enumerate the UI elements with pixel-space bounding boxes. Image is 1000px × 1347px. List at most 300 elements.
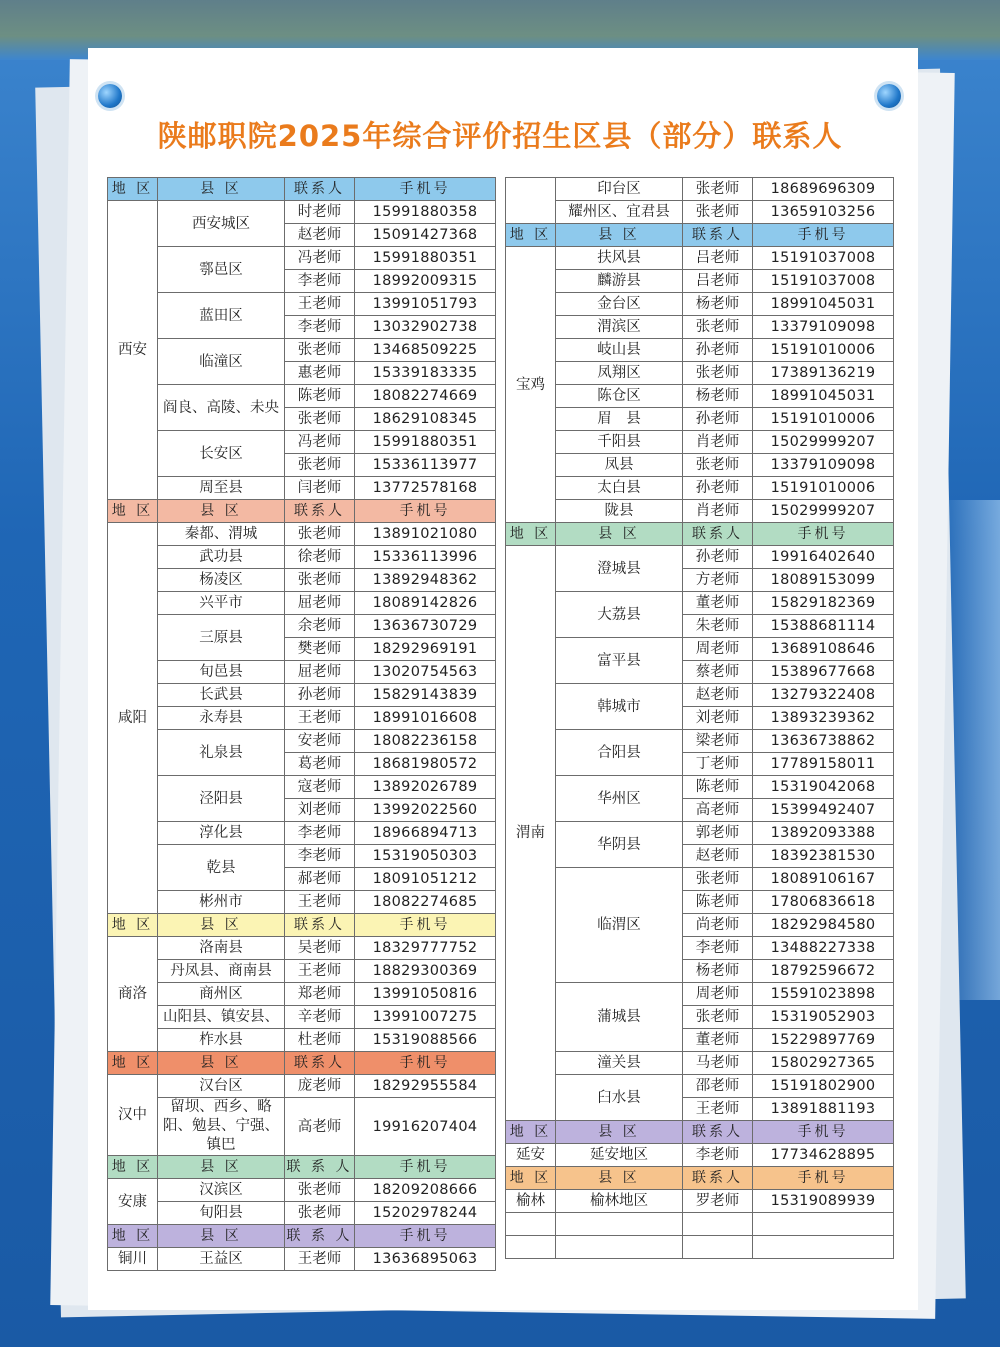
table-row bbox=[506, 247, 894, 270]
county-cell: 韩城市 bbox=[556, 684, 683, 730]
contact-cell: 董老师 bbox=[683, 1029, 753, 1052]
contact-cell: 闫老师 bbox=[285, 477, 355, 500]
header-county: 县 区 bbox=[158, 914, 285, 937]
contact-cell: 葛老师 bbox=[285, 753, 355, 776]
phone-cell: 13689108646 bbox=[753, 638, 894, 661]
contact-cell: 张老师 bbox=[285, 454, 355, 477]
contact-cell: 高老师 bbox=[683, 799, 753, 822]
phone-cell: 15991880358 bbox=[355, 201, 496, 224]
header-county: 县 区 bbox=[158, 500, 285, 523]
table-row bbox=[108, 247, 496, 270]
contact-cell: 庞老师 bbox=[285, 1075, 355, 1098]
table-header-row bbox=[506, 1167, 894, 1190]
phone-cell: 18629108345 bbox=[355, 408, 496, 431]
county-cell: 延安地区 bbox=[556, 1144, 683, 1167]
region-cell: 汉中 bbox=[108, 1075, 158, 1156]
header-contact: 联系人 bbox=[285, 1052, 355, 1075]
contact-cell: 屈老师 bbox=[285, 661, 355, 684]
county-cell: 合阳县 bbox=[556, 730, 683, 776]
phone-cell: 18292955584 bbox=[355, 1075, 496, 1098]
phone-cell: 15336113977 bbox=[355, 454, 496, 477]
header-phone: 手机号 bbox=[355, 500, 496, 523]
phone-cell: 15191010006 bbox=[753, 339, 894, 362]
county-cell: 鄠邑区 bbox=[158, 247, 285, 293]
phone-cell: 15191010006 bbox=[753, 477, 894, 500]
contact-cell: 寇老师 bbox=[285, 776, 355, 799]
region-cell: 西安 bbox=[108, 201, 158, 500]
header-contact: 联 系 人 bbox=[285, 1225, 355, 1248]
contact-cell: 丁老师 bbox=[683, 753, 753, 776]
county-cell: 榆林地区 bbox=[556, 1190, 683, 1213]
county-cell: 礼泉县 bbox=[158, 730, 285, 776]
county-cell: 陈仓区 bbox=[556, 385, 683, 408]
table-row bbox=[108, 477, 496, 500]
contact-cell: 张老师 bbox=[683, 454, 753, 477]
empty-row bbox=[506, 1213, 894, 1236]
table-row bbox=[506, 684, 894, 707]
table-header-row bbox=[506, 1121, 894, 1144]
phone-cell: 19916207404 bbox=[355, 1098, 496, 1156]
phone-cell: 15991880351 bbox=[355, 431, 496, 454]
table-row bbox=[506, 730, 894, 753]
header-region: 地 区 bbox=[506, 1167, 556, 1190]
phone-cell: 15319089939 bbox=[753, 1190, 894, 1213]
table-header-row bbox=[506, 224, 894, 247]
table-row bbox=[108, 1098, 496, 1156]
county-cell: 汉滨区 bbox=[158, 1179, 285, 1202]
phone-cell: 15991880351 bbox=[355, 247, 496, 270]
contact-cell: 肖老师 bbox=[683, 500, 753, 523]
contact-cell: 杨老师 bbox=[683, 960, 753, 983]
contact-cell: 时老师 bbox=[285, 201, 355, 224]
contact-cell: 孙老师 bbox=[683, 408, 753, 431]
contact-cell: 张老师 bbox=[285, 1179, 355, 1202]
phone-cell: 13379109098 bbox=[753, 454, 894, 477]
phone-cell: 13991007275 bbox=[355, 1006, 496, 1029]
table-row bbox=[108, 707, 496, 730]
county-cell: 杨凌区 bbox=[158, 569, 285, 592]
contact-cell: 王老师 bbox=[285, 293, 355, 316]
header-phone: 手机号 bbox=[355, 178, 496, 201]
phone-cell: 15829143839 bbox=[355, 684, 496, 707]
county-cell: 陇县 bbox=[556, 500, 683, 523]
contact-cell: 孙老师 bbox=[683, 546, 753, 569]
table-row bbox=[108, 431, 496, 454]
table-row bbox=[108, 661, 496, 684]
phone-cell: 17789158011 bbox=[753, 753, 894, 776]
county-cell: 长安区 bbox=[158, 431, 285, 477]
table-row bbox=[108, 960, 496, 983]
table-row bbox=[108, 822, 496, 845]
header-contact: 联系人 bbox=[683, 224, 753, 247]
table-row bbox=[506, 431, 894, 454]
phone-cell: 15339183335 bbox=[355, 362, 496, 385]
phone-cell: 17389136219 bbox=[753, 362, 894, 385]
table-row bbox=[506, 592, 894, 615]
contact-cell: 李老师 bbox=[285, 316, 355, 339]
table-row bbox=[108, 776, 496, 799]
table-row bbox=[506, 1144, 894, 1167]
phone-cell: 13893239362 bbox=[753, 707, 894, 730]
contact-cell: 张老师 bbox=[285, 339, 355, 362]
county-cell: 三原县 bbox=[158, 615, 285, 661]
contact-cell: 余老师 bbox=[285, 615, 355, 638]
header-county: 县 区 bbox=[158, 178, 285, 201]
county-cell: 凤翔区 bbox=[556, 362, 683, 385]
phone-cell: 15029999207 bbox=[753, 500, 894, 523]
contact-cell: 肖老师 bbox=[683, 431, 753, 454]
table-row bbox=[108, 385, 496, 408]
contact-cell: 陈老师 bbox=[285, 385, 355, 408]
contact-cell: 张老师 bbox=[285, 569, 355, 592]
contact-cell: 辛老师 bbox=[285, 1006, 355, 1029]
contact-table-right bbox=[505, 177, 894, 1259]
region-cell: 咸阳 bbox=[108, 523, 158, 914]
phone-cell: 15802927365 bbox=[753, 1052, 894, 1075]
county-cell: 眉 县 bbox=[556, 408, 683, 431]
contact-cell: 孙老师 bbox=[683, 339, 753, 362]
table-row bbox=[506, 362, 894, 385]
region-cell: 商洛 bbox=[108, 937, 158, 1052]
contact-table-left bbox=[107, 177, 496, 1271]
header-phone: 手机号 bbox=[753, 523, 894, 546]
header-phone: 手机号 bbox=[355, 1225, 496, 1248]
phone-cell: 15191037008 bbox=[753, 270, 894, 293]
contact-cell: 尚老师 bbox=[683, 914, 753, 937]
table-row bbox=[108, 1029, 496, 1052]
table-row bbox=[506, 546, 894, 569]
header-contact: 联系人 bbox=[285, 500, 355, 523]
contact-cell: 樊老师 bbox=[285, 638, 355, 661]
table-row bbox=[108, 546, 496, 569]
contact-cell: 罗老师 bbox=[683, 1190, 753, 1213]
county-cell: 金台区 bbox=[556, 293, 683, 316]
header-contact: 联系人 bbox=[683, 523, 753, 546]
contact-cell: 李老师 bbox=[683, 937, 753, 960]
table-row bbox=[506, 385, 894, 408]
county-cell: 阎良、高陵、未央 bbox=[158, 385, 285, 431]
phone-cell: 18681980572 bbox=[355, 753, 496, 776]
header-region: 地 区 bbox=[108, 178, 158, 201]
header-county: 县 区 bbox=[158, 1052, 285, 1075]
table-row bbox=[108, 891, 496, 914]
phone-cell: 15829182369 bbox=[753, 592, 894, 615]
phone-cell: 13992022560 bbox=[355, 799, 496, 822]
phone-cell: 15191037008 bbox=[753, 247, 894, 270]
county-cell: 富平县 bbox=[556, 638, 683, 684]
phone-cell: 13892948362 bbox=[355, 569, 496, 592]
phone-cell: 15336113996 bbox=[355, 546, 496, 569]
header-contact: 联系人 bbox=[683, 1121, 753, 1144]
table-row bbox=[108, 1075, 496, 1098]
contact-cell: 王老师 bbox=[285, 707, 355, 730]
table-row bbox=[108, 1179, 496, 1202]
table-row bbox=[108, 615, 496, 638]
county-cell: 秦都、渭城 bbox=[158, 523, 285, 546]
phone-cell: 18991045031 bbox=[753, 293, 894, 316]
contact-cell: 张老师 bbox=[285, 1202, 355, 1225]
county-cell: 大荔县 bbox=[556, 592, 683, 638]
table-header-row bbox=[506, 523, 894, 546]
contact-cell: 张老师 bbox=[285, 408, 355, 431]
header-region: 地 区 bbox=[108, 1052, 158, 1075]
table-row bbox=[506, 776, 894, 799]
table-row bbox=[506, 1190, 894, 1213]
county-cell: 旬阳县 bbox=[158, 1202, 285, 1225]
phone-cell: 13020754563 bbox=[355, 661, 496, 684]
phone-cell: 15591023898 bbox=[753, 983, 894, 1006]
contact-cell: 张老师 bbox=[683, 316, 753, 339]
county-cell: 华州区 bbox=[556, 776, 683, 822]
contact-cell: 郭老师 bbox=[683, 822, 753, 845]
phone-cell: 15191802900 bbox=[753, 1075, 894, 1098]
table-header-row bbox=[108, 178, 496, 201]
table-row bbox=[108, 730, 496, 753]
contact-cell: 王老师 bbox=[285, 960, 355, 983]
contact-cell: 刘老师 bbox=[285, 799, 355, 822]
header-contact: 联 系 人 bbox=[285, 1156, 355, 1179]
table-header-row bbox=[108, 914, 496, 937]
contact-cell: 张老师 bbox=[683, 201, 753, 224]
county-cell: 山阳县、镇安县、 bbox=[158, 1006, 285, 1029]
page-title: 陕邮职院2025年综合评价招生区县（部分）联系人 bbox=[157, 119, 843, 153]
contact-cell: 张老师 bbox=[683, 868, 753, 891]
table-row bbox=[506, 1052, 894, 1075]
header-region: 地 区 bbox=[506, 1121, 556, 1144]
header-county: 县 区 bbox=[158, 1156, 285, 1179]
contact-cell: 惠老师 bbox=[285, 362, 355, 385]
contact-cell: 董老师 bbox=[683, 592, 753, 615]
contact-cell: 周老师 bbox=[683, 983, 753, 1006]
county-cell: 丹凤县、商南县 bbox=[158, 960, 285, 983]
contact-cell: 张老师 bbox=[285, 523, 355, 546]
table-row bbox=[506, 477, 894, 500]
phone-cell: 18792596672 bbox=[753, 960, 894, 983]
phone-cell: 13772578168 bbox=[355, 477, 496, 500]
contact-cell: 李老师 bbox=[285, 822, 355, 845]
county-cell: 商州区 bbox=[158, 983, 285, 1006]
county-cell: 洛南县 bbox=[158, 937, 285, 960]
phone-cell: 18209208666 bbox=[355, 1179, 496, 1202]
phone-cell: 13636895063 bbox=[355, 1248, 496, 1271]
county-cell: 周至县 bbox=[158, 477, 285, 500]
contact-cell: 冯老师 bbox=[285, 247, 355, 270]
phone-cell: 13892026789 bbox=[355, 776, 496, 799]
table-row bbox=[108, 1248, 496, 1271]
contact-cell: 赵老师 bbox=[683, 845, 753, 868]
phone-cell: 13891021080 bbox=[355, 523, 496, 546]
phone-cell: 18689696309 bbox=[753, 178, 894, 201]
contact-cell: 张老师 bbox=[683, 178, 753, 201]
header-region: 地 区 bbox=[108, 1156, 158, 1179]
phone-cell: 18966894713 bbox=[355, 822, 496, 845]
contact-cell: 杨老师 bbox=[683, 385, 753, 408]
contact-cell: 吕老师 bbox=[683, 270, 753, 293]
region-cell: 延安 bbox=[506, 1144, 556, 1167]
contact-cell: 张老师 bbox=[683, 1006, 753, 1029]
pushpin-icon bbox=[98, 84, 122, 108]
contact-cell: 安老师 bbox=[285, 730, 355, 753]
county-cell: 汉台区 bbox=[158, 1075, 285, 1098]
header-county: 县 区 bbox=[556, 1167, 683, 1190]
header-region: 地 区 bbox=[108, 914, 158, 937]
header-contact: 联系人 bbox=[285, 178, 355, 201]
table-row bbox=[506, 454, 894, 477]
table-row bbox=[506, 178, 894, 201]
phone-cell: 18292984580 bbox=[753, 914, 894, 937]
phone-cell: 18082236158 bbox=[355, 730, 496, 753]
contact-cell: 蔡老师 bbox=[683, 661, 753, 684]
contact-cell: 王老师 bbox=[285, 1248, 355, 1271]
county-cell: 王益区 bbox=[158, 1248, 285, 1271]
county-cell: 太白县 bbox=[556, 477, 683, 500]
phone-cell: 13636738862 bbox=[753, 730, 894, 753]
table-header-row bbox=[108, 1052, 496, 1075]
phone-cell: 13891881193 bbox=[753, 1098, 894, 1121]
table-row bbox=[506, 201, 894, 224]
table-row bbox=[506, 270, 894, 293]
contact-cell: 陈老师 bbox=[683, 891, 753, 914]
phone-cell: 13488227338 bbox=[753, 937, 894, 960]
phone-cell: 15389677668 bbox=[753, 661, 894, 684]
phone-cell: 18082274685 bbox=[355, 891, 496, 914]
contact-cell: 王老师 bbox=[683, 1098, 753, 1121]
county-cell: 永寿县 bbox=[158, 707, 285, 730]
phone-cell: 18991045031 bbox=[753, 385, 894, 408]
contact-cell: 杨老师 bbox=[683, 293, 753, 316]
region-cell: 榆林 bbox=[506, 1190, 556, 1213]
contact-cell: 方老师 bbox=[683, 569, 753, 592]
contact-cell: 高老师 bbox=[285, 1098, 355, 1156]
contact-cell: 李老师 bbox=[285, 270, 355, 293]
table-row bbox=[506, 500, 894, 523]
header-phone: 手机号 bbox=[355, 1156, 496, 1179]
county-cell: 泾阳县 bbox=[158, 776, 285, 822]
table-row bbox=[108, 1006, 496, 1029]
county-cell: 西安城区 bbox=[158, 201, 285, 247]
contact-cell: 吴老师 bbox=[285, 937, 355, 960]
table-header-row bbox=[108, 1225, 496, 1248]
contact-cell: 赵老师 bbox=[285, 224, 355, 247]
phone-cell: 13659103256 bbox=[753, 201, 894, 224]
contact-cell: 马老师 bbox=[683, 1052, 753, 1075]
header-phone: 手机号 bbox=[753, 1121, 894, 1144]
header-region: 地 区 bbox=[108, 1225, 158, 1248]
county-cell: 岐山县 bbox=[556, 339, 683, 362]
table-row bbox=[108, 684, 496, 707]
table-row bbox=[506, 1075, 894, 1098]
phone-cell: 13279322408 bbox=[753, 684, 894, 707]
county-cell: 临渭区 bbox=[556, 868, 683, 983]
table-header-row bbox=[108, 500, 496, 523]
header-county: 县 区 bbox=[556, 224, 683, 247]
header-phone: 手机号 bbox=[355, 914, 496, 937]
header-county: 县 区 bbox=[556, 523, 683, 546]
table-row bbox=[108, 937, 496, 960]
contact-cell: 周老师 bbox=[683, 638, 753, 661]
table-row bbox=[108, 293, 496, 316]
county-cell: 留坝、西乡、略阳、勉县、宁强、镇巴 bbox=[158, 1098, 285, 1156]
table-row bbox=[506, 408, 894, 431]
phone-cell: 17734628895 bbox=[753, 1144, 894, 1167]
phone-cell: 15191010006 bbox=[753, 408, 894, 431]
phone-cell: 18991016608 bbox=[355, 707, 496, 730]
phone-cell: 15388681114 bbox=[753, 615, 894, 638]
region-cell: 铜川 bbox=[108, 1248, 158, 1271]
contact-cell: 邵老师 bbox=[683, 1075, 753, 1098]
header-county: 县 区 bbox=[556, 1121, 683, 1144]
county-cell: 印台区 bbox=[556, 178, 683, 201]
region-cell bbox=[506, 178, 556, 224]
phone-cell: 13468509225 bbox=[355, 339, 496, 362]
county-cell: 臼水县 bbox=[556, 1075, 683, 1121]
header-region: 地 区 bbox=[506, 523, 556, 546]
phone-cell: 18082274669 bbox=[355, 385, 496, 408]
phone-cell: 15202978244 bbox=[355, 1202, 496, 1225]
table-row bbox=[108, 983, 496, 1006]
contact-cell: 徐老师 bbox=[285, 546, 355, 569]
header-phone: 手机号 bbox=[753, 224, 894, 247]
contact-cell: 杜老师 bbox=[285, 1029, 355, 1052]
phone-cell: 15229897769 bbox=[753, 1029, 894, 1052]
header-region: 地 区 bbox=[108, 500, 158, 523]
contact-cell: 李老师 bbox=[683, 1144, 753, 1167]
contact-cell: 李老师 bbox=[285, 845, 355, 868]
region-cell: 宝鸡 bbox=[506, 247, 556, 523]
contact-cell: 屈老师 bbox=[285, 592, 355, 615]
county-cell: 乾县 bbox=[158, 845, 285, 891]
header-county: 县 区 bbox=[158, 1225, 285, 1248]
phone-cell: 19916402640 bbox=[753, 546, 894, 569]
header-phone: 手机号 bbox=[753, 1167, 894, 1190]
county-cell: 潼关县 bbox=[556, 1052, 683, 1075]
table-row bbox=[506, 293, 894, 316]
contact-cell: 吕老师 bbox=[683, 247, 753, 270]
phone-cell: 17806836618 bbox=[753, 891, 894, 914]
county-cell: 澄城县 bbox=[556, 546, 683, 592]
header-contact: 联系人 bbox=[683, 1167, 753, 1190]
table-row bbox=[108, 339, 496, 362]
table-row bbox=[506, 822, 894, 845]
county-cell: 耀州区、宜君县 bbox=[556, 201, 683, 224]
phone-cell: 13991050816 bbox=[355, 983, 496, 1006]
phone-cell: 18392381530 bbox=[753, 845, 894, 868]
county-cell: 华阴县 bbox=[556, 822, 683, 868]
county-cell: 长武县 bbox=[158, 684, 285, 707]
phone-cell: 15319088566 bbox=[355, 1029, 496, 1052]
phone-cell: 13032902738 bbox=[355, 316, 496, 339]
contact-cell: 陈老师 bbox=[683, 776, 753, 799]
header-region: 地 区 bbox=[506, 224, 556, 247]
contact-cell: 郝老师 bbox=[285, 868, 355, 891]
contact-cell: 王老师 bbox=[285, 891, 355, 914]
table-row bbox=[108, 845, 496, 868]
table-row bbox=[108, 523, 496, 546]
table-row bbox=[506, 339, 894, 362]
phone-cell: 18091051212 bbox=[355, 868, 496, 891]
phone-cell: 13636730729 bbox=[355, 615, 496, 638]
table-row bbox=[506, 983, 894, 1006]
phone-cell: 15091427368 bbox=[355, 224, 496, 247]
table-row bbox=[108, 569, 496, 592]
county-cell: 淳化县 bbox=[158, 822, 285, 845]
county-cell: 临潼区 bbox=[158, 339, 285, 385]
table-header-row bbox=[108, 1156, 496, 1179]
phone-cell: 18329777752 bbox=[355, 937, 496, 960]
county-cell: 凤县 bbox=[556, 454, 683, 477]
region-cell: 渭南 bbox=[506, 546, 556, 1121]
county-cell: 蒲城县 bbox=[556, 983, 683, 1052]
